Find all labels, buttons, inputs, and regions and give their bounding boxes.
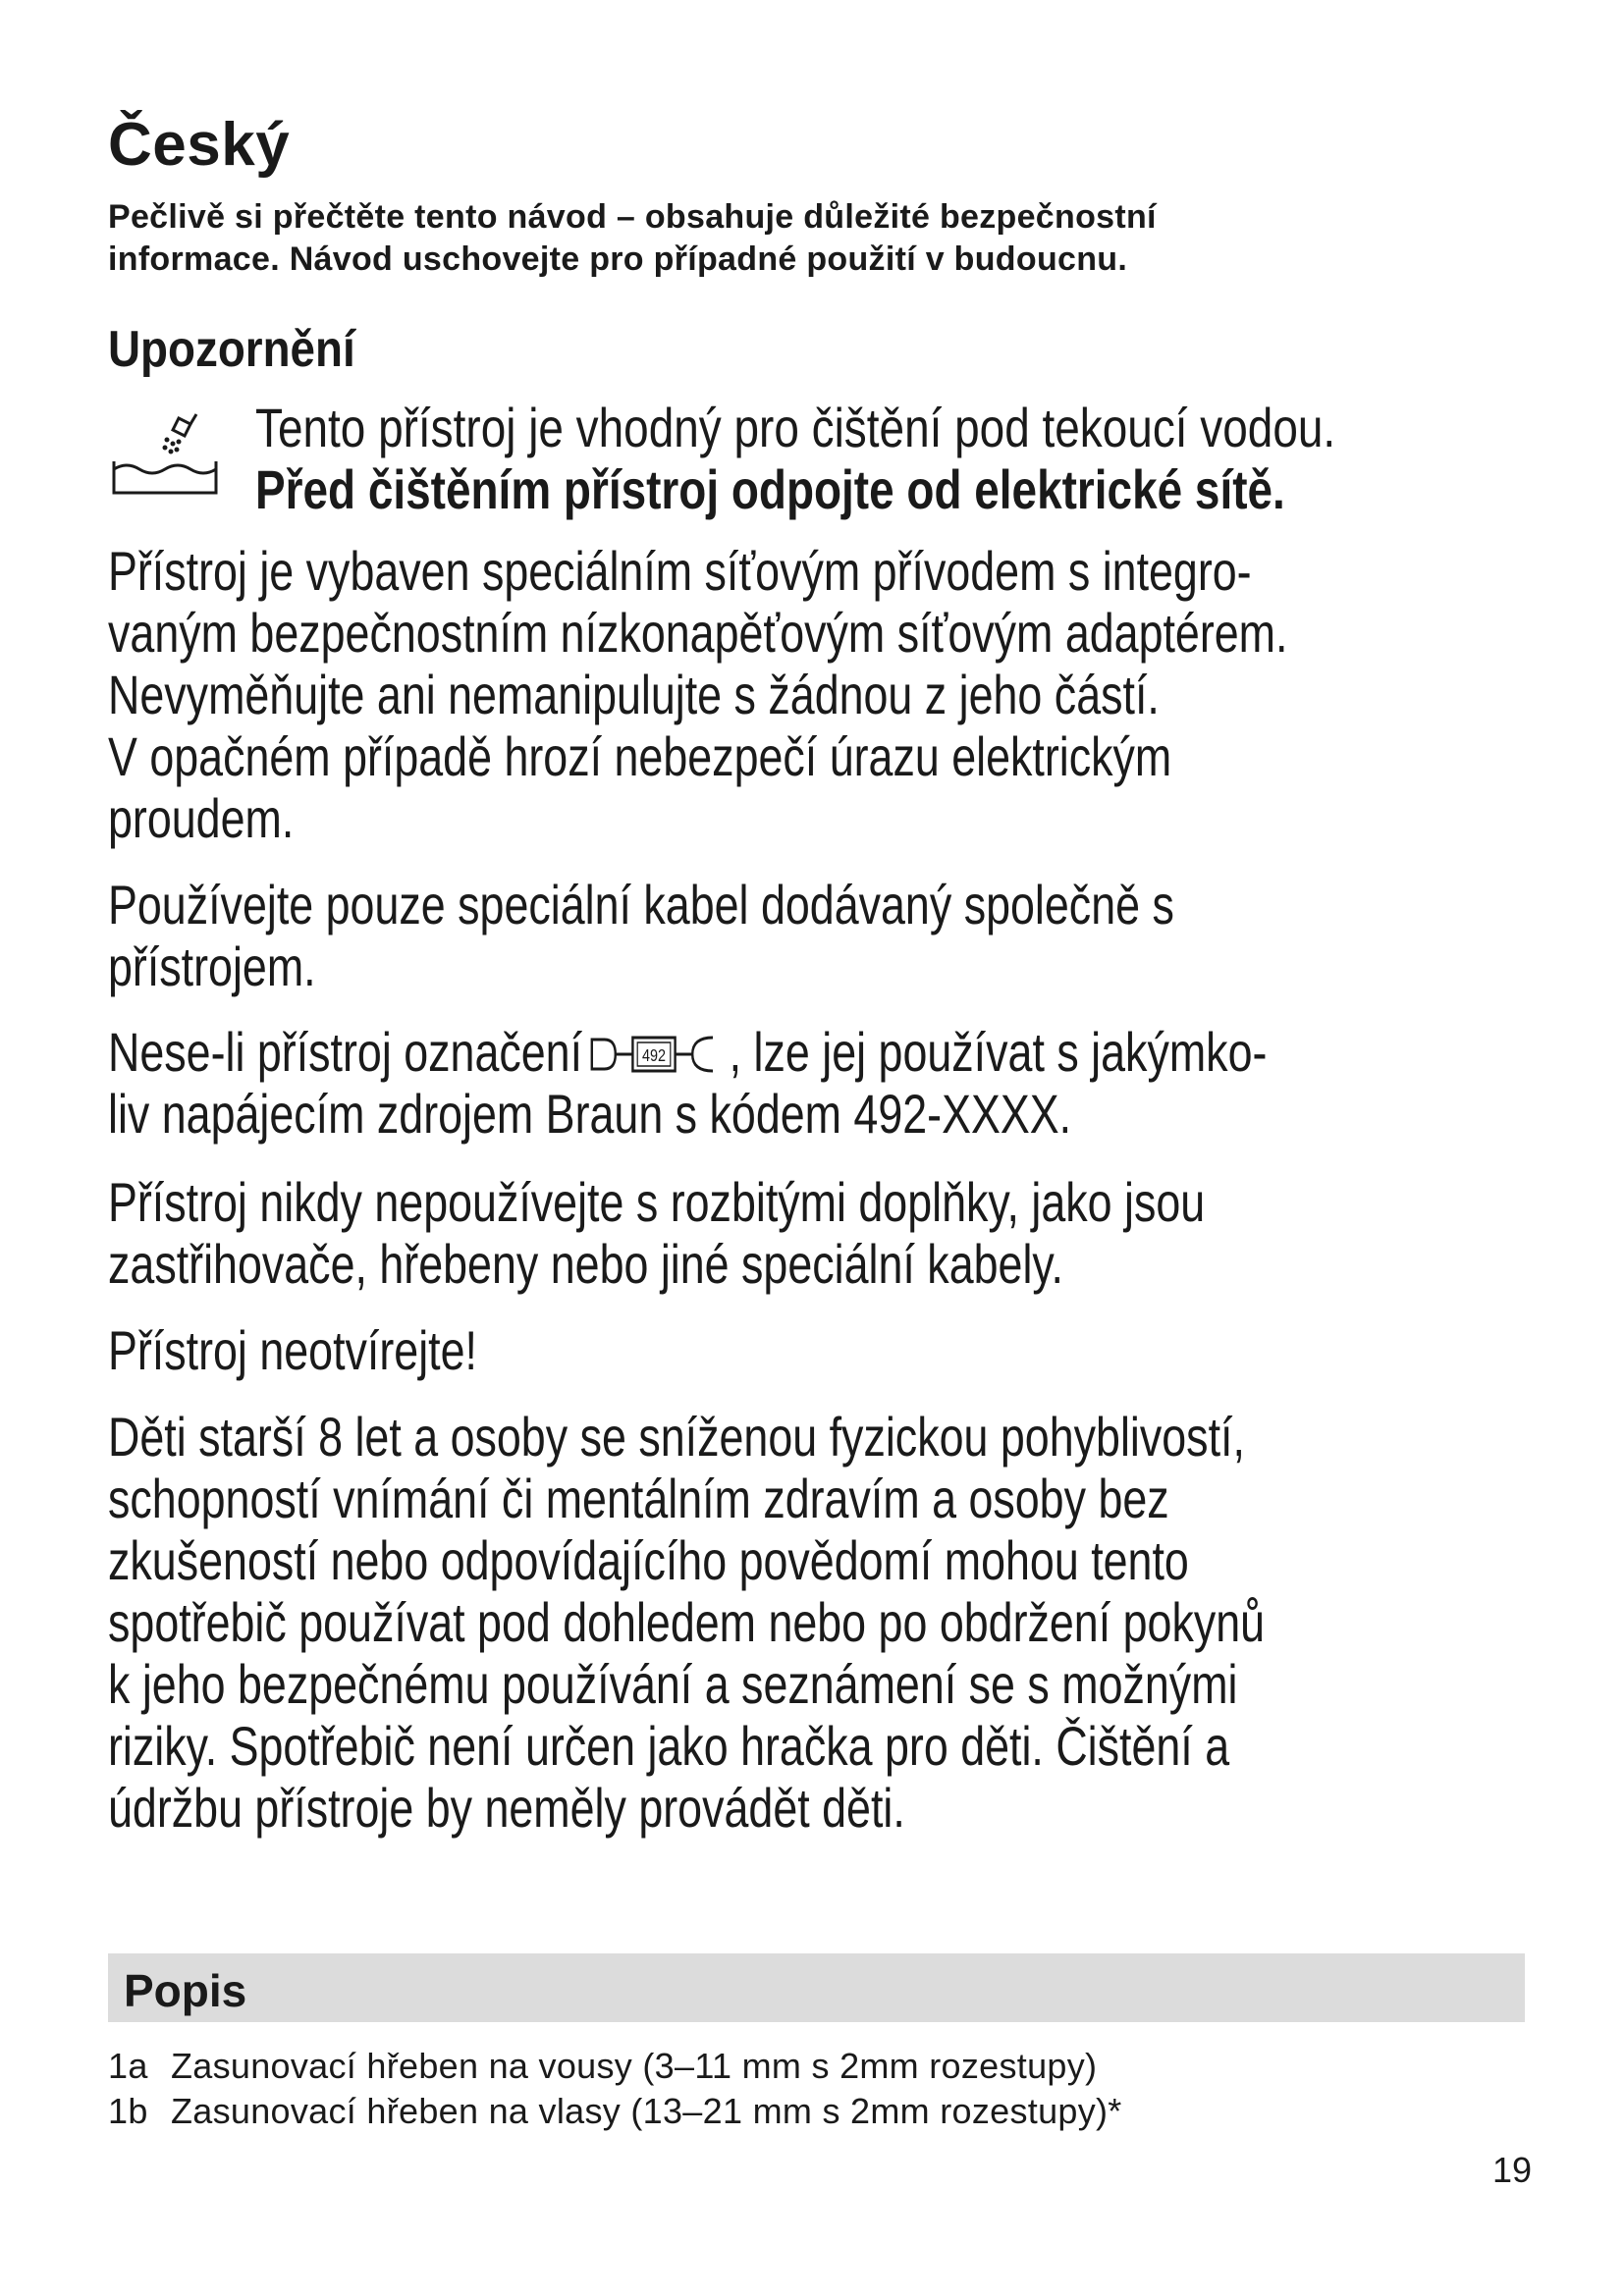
description-heading: Popis	[124, 1965, 247, 2016]
paragraph-line: V opačném případě hrozí nebezpečí úrazu elektrickým	[108, 725, 1172, 787]
paragraph-accessories	[108, 1171, 1522, 1295]
paragraph-line: k jeho bezpečnému používání a seznámení se s možnými	[108, 1653, 1238, 1715]
paragraph-line: riziky. Spotřebič není určen jako hračka pro děti. Čištění a	[108, 1715, 1230, 1777]
paragraph-power-supply	[108, 1021, 1522, 1145]
paragraph-text: , lze jej používat s jakýmko-	[729, 1021, 1268, 1083]
paragraph-line: Používejte pouze speciální kabel dodávaný společně s	[108, 874, 1174, 935]
list-item	[108, 2044, 1532, 2089]
paragraph-line: zkušeností nebo odpovídajícího povědomí mohou tento	[108, 1529, 1189, 1591]
warning-line-bold: Před čištěním přístroj odpojte od elektrické sítě.	[255, 458, 1285, 520]
paragraph-line: spotřebič používat pod dohledem nebo po obdržení pokynů	[108, 1591, 1266, 1653]
warning-line: Tento přístroj je vhodný pro čištění pod tekoucí vodou.	[255, 397, 1336, 458]
power-supply-492-icon	[587, 1030, 725, 1079]
paragraph-line: Přístroj je vybaven speciálním síťovým přívodem s integro-	[108, 540, 1252, 602]
intro-line: informace. Návod uschovejte pro případné použití v budoucnu.	[108, 240, 1128, 278]
paragraph-line: údržbu přístroje by neměly provádět děti.	[108, 1777, 905, 1839]
manual-page	[108, 0, 1532, 2296]
warning-text	[255, 397, 1543, 520]
paragraph-cable	[108, 874, 1522, 997]
paragraph-line: proudem.	[108, 787, 295, 849]
paragraph-line: Děti starší 8 let a osoby se sníženou fyzickou pohyblivostí,	[108, 1406, 1245, 1468]
power-supply-code: 492	[641, 1045, 666, 1066]
intro-line: Pečlivě si přečtěte tento návod – obsahuje důležité bezpečnostní	[108, 198, 1157, 236]
paragraph-do-not-open	[108, 1319, 1522, 1381]
paragraph-line: Nevyměňujte ani nemanipulujte s žádnou z jeho částí.	[108, 664, 1160, 725]
shower-bath-icon	[108, 410, 221, 499]
description-list	[108, 2044, 1532, 2134]
item-number: 1b	[108, 2091, 148, 2131]
item-text: Zasunovací hřeben na vlasy (13–21 mm s 2mm rozestupy)*	[171, 2091, 1122, 2131]
page-title: Český	[108, 111, 291, 179]
paragraph-line: schopností vnímání či mentálním zdravím a osoby bez	[108, 1468, 1169, 1529]
paragraph-line: vaným bezpečnostním nízkonapěťovým síťovým adaptérem.	[108, 602, 1288, 664]
paragraph-line: Přístroj neotvírejte!	[108, 1319, 477, 1381]
paragraph-line: přístrojem.	[108, 935, 316, 997]
paragraph-adapter	[108, 540, 1522, 849]
warning-heading: Upozornění	[108, 321, 355, 378]
paragraph-text: Nese-li přístroj označení	[108, 1021, 583, 1083]
intro-text	[108, 196, 1532, 281]
item-text: Zasunovací hřeben na vousy (3–11 mm s 2mm rozestupy)	[171, 2046, 1098, 2086]
paragraph-children	[108, 1406, 1522, 1839]
paragraph-line: Přístroj nikdy nepoužívejte s rozbitými doplňky, jako jsou	[108, 1171, 1206, 1233]
item-number: 1a	[108, 2046, 148, 2086]
page-number: 19	[1491, 2150, 1532, 2190]
paragraph-line: liv napájecím zdrojem Braun s kódem 492-XXXX.	[108, 1083, 1072, 1145]
list-item	[108, 2089, 1532, 2134]
paragraph-line: zastřihovače, hřebeny nebo jiné speciální kabely.	[108, 1233, 1063, 1295]
paragraph-line	[108, 1021, 1522, 1083]
description-section-header	[108, 1953, 1525, 2022]
